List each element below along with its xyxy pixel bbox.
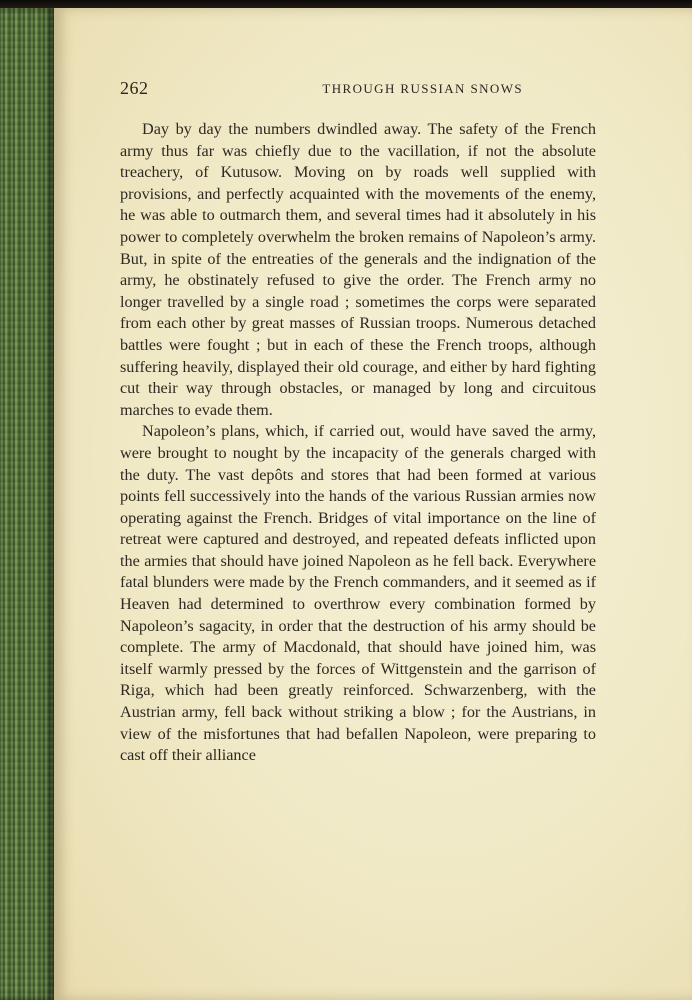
- book-spine: [0, 8, 54, 1000]
- paragraph-2: Napoleon’s plans, which, if carried out, would have saved the army, were brought to nought by the incapacity of the generals charged with the duty. The vast depôts and stores that had been formed at various points fell successively into the hands of the various Russian armies now operating against the French. Bridges of vital importance on the line of retreat were captured and destroyed, and repeated defeats inflicted upon the armies that should have joined Napoleon as he fell back. Everywhere fatal blunders were made by the French commanders, and it seemed as if Heaven had determined to overthrow every combination formed by Napoleon’s sagacity, in order that the destruction of his army should be complete. The army of Macdonald, that should have joined him, was itself warmly pressed by the forces of Wittgenstein and the garrison of Riga, which had been greatly reinforced. Schwarzenberg, with the Austrian army, fell back without striking a blow ; for the Austrians, in view of the misfortunes that had befallen Napoleon, were preparing to cast off their alliance: [120, 422, 596, 765]
- body-text: [120, 119, 596, 767]
- paragraph-1: Day by day the numbers dwindled away. The safety of the French army thus far was chiefly due to the vacillation, if not the absolute treachery, of Kutusow. Moving on by roads well supplied with provisions, and perfectly acquainted with the movements of the enemy, he was able to outmarch them, and several times had it absolutely in his power to completely overwhelm the broken remains of Napoleon’s army. But, in spite of the entreaties of the generals and the indignation of the army, he obstinately refused to give the order. The French army no longer travelled by a single road ; sometimes the corps were separated from each other by great masses of Russian troops. Numerous detached battles were fought ; but in each of these the French troops, although suffering heavily, displayed their old courage, and either by hard fighting cut their way through obstacles, or managed by long and circuitous marches to evade them.: [120, 120, 596, 419]
- page-header: [120, 78, 523, 102]
- running-head: THROUGH RUSSIAN SNOWS: [322, 81, 523, 96]
- page-number: 262: [120, 78, 149, 98]
